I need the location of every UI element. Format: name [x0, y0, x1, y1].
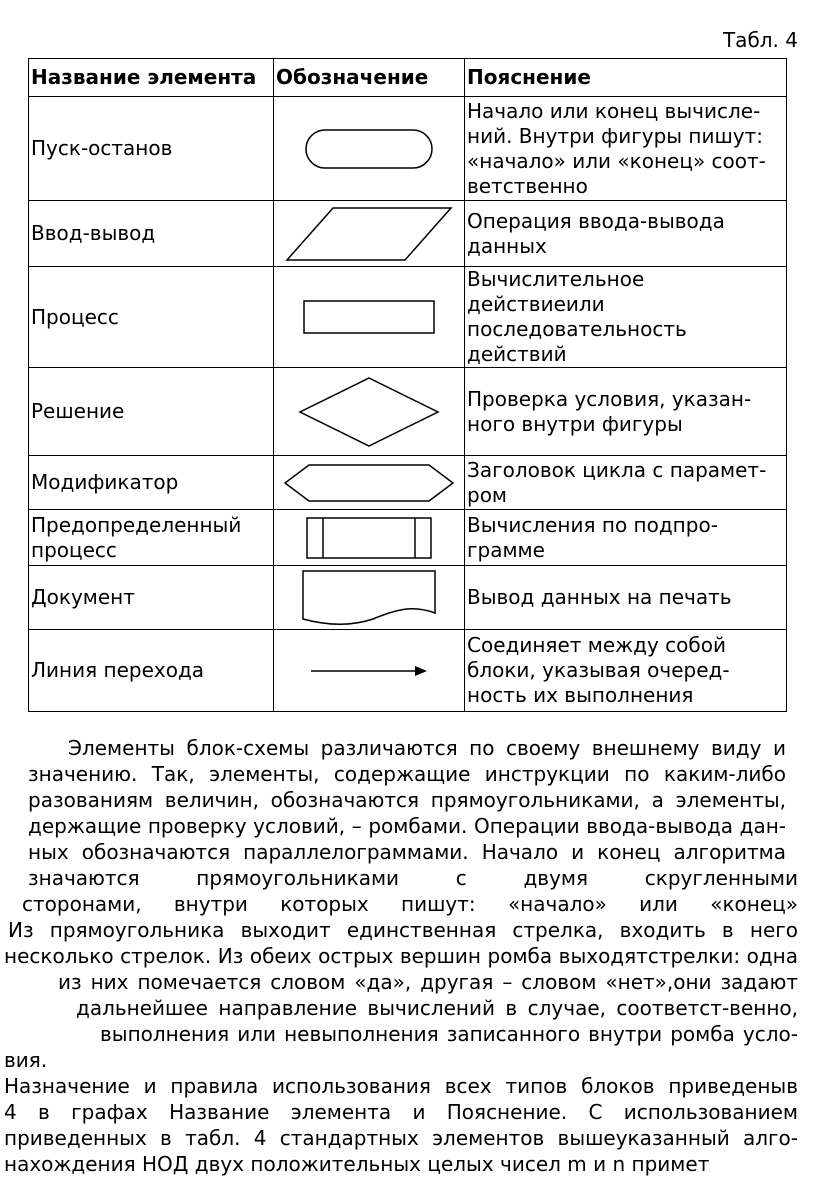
- element-name: Модификатор: [29, 456, 274, 510]
- predefined-process-shape-icon: [305, 516, 433, 560]
- body-line: Из прямоугольника выходит единственная стрелка, входить в него: [8, 918, 798, 942]
- element-name: Ввод-вывод: [29, 201, 274, 267]
- table-row: [29, 201, 787, 267]
- body-line: разованиям величин, обозначаются прямоугольниками, а элементы,: [28, 788, 786, 812]
- table-row: [29, 267, 787, 368]
- element-description: Вычисления по подпро- грамме: [465, 510, 787, 566]
- column-header-symbol: Обозначение: [274, 59, 465, 97]
- element-description: Проверка условия, указан- ного внутри фигуры: [465, 368, 787, 456]
- body-line: приведенных в табл. 4 стандартных элементов вышеуказанный алго-: [4, 1126, 798, 1150]
- body-line: ных обозначаются параллелограммами. Начало и конец алгоритма: [28, 840, 786, 864]
- body-line: выполнения или невыполнения записанного внутри ромба усло-: [100, 1022, 798, 1046]
- body-line: сторонами, внутри которых пишут: «начало» или «конец»: [22, 892, 798, 916]
- terminator-shape-icon: [304, 126, 434, 172]
- element-name: Документ: [29, 566, 274, 630]
- body-line: дальнейшее направление вычислений в случае, соответст-венно,: [76, 996, 798, 1020]
- element-name: Предопределенный процесс: [29, 510, 274, 566]
- document-shape-icon: [301, 569, 437, 627]
- body-line: держащие проверку условий, – ромбами. Операции ввода-вывода дан-: [28, 814, 786, 838]
- diamond-shape-icon: [298, 376, 440, 448]
- rectangle-shape-icon: [302, 299, 436, 335]
- table-caption: Табл. 4: [722, 28, 798, 52]
- column-header-description: Пояснение: [465, 59, 787, 97]
- element-name: Процесс: [29, 267, 274, 368]
- flowchart-elements-table: [28, 58, 787, 712]
- table-row: [29, 456, 787, 510]
- body-line: Элементы блок-схемы различаются по своему внешнему виду и: [68, 736, 786, 760]
- parallelogram-shape-icon: [285, 206, 453, 262]
- element-description: Соединяет между собой блоки, указывая очеред- ность их выполнения: [465, 630, 787, 712]
- table-row: [29, 368, 787, 456]
- body-line: несколько стрелок. Из обеих острых вершин ромба выходятстрелки: одна: [4, 944, 798, 968]
- element-name: Линия перехода: [29, 630, 274, 712]
- element-name: Решение: [29, 368, 274, 456]
- body-line: значаются прямоугольниками с двумя скругленными: [28, 866, 798, 890]
- table-row: [29, 630, 787, 712]
- element-description: Начало или конец вычисле- ний. Внутри фигуры пишут: «начало» или «конец» соот- ветственно: [465, 97, 787, 201]
- column-header-name: Название элемента: [29, 59, 274, 97]
- table-row: [29, 97, 787, 201]
- body-line: 4 в графах Название элемента и Пояснение. С использованием: [4, 1100, 798, 1124]
- body-line: значению. Так, элементы, содержащие инструкции по каким-либо: [28, 762, 786, 786]
- body-line: вия.: [4, 1048, 48, 1072]
- element-description: Заголовок цикла с парамет- ром: [465, 456, 787, 510]
- table-row: [29, 566, 787, 630]
- element-description: Вывод данных на печать: [465, 566, 787, 630]
- element-name: Пуск-останов: [29, 97, 274, 201]
- hexagon-shape-icon: [283, 463, 455, 503]
- arrow-line-icon: [309, 664, 429, 678]
- element-description: Операция ввода-вывода данных: [465, 201, 787, 267]
- element-description: Вычислительное действиеили последовательность действий: [465, 267, 787, 368]
- table-row: [29, 510, 787, 566]
- body-line: нахождения НОД двух положительных целых чисел m и n примет: [4, 1152, 710, 1176]
- table-header-row: [29, 59, 787, 97]
- body-line: из них помечается словом «да», другая – словом «нет»,они задают: [58, 970, 798, 994]
- body-line: Назначение и правила использования всех типов блоков приведеныв: [4, 1074, 798, 1098]
